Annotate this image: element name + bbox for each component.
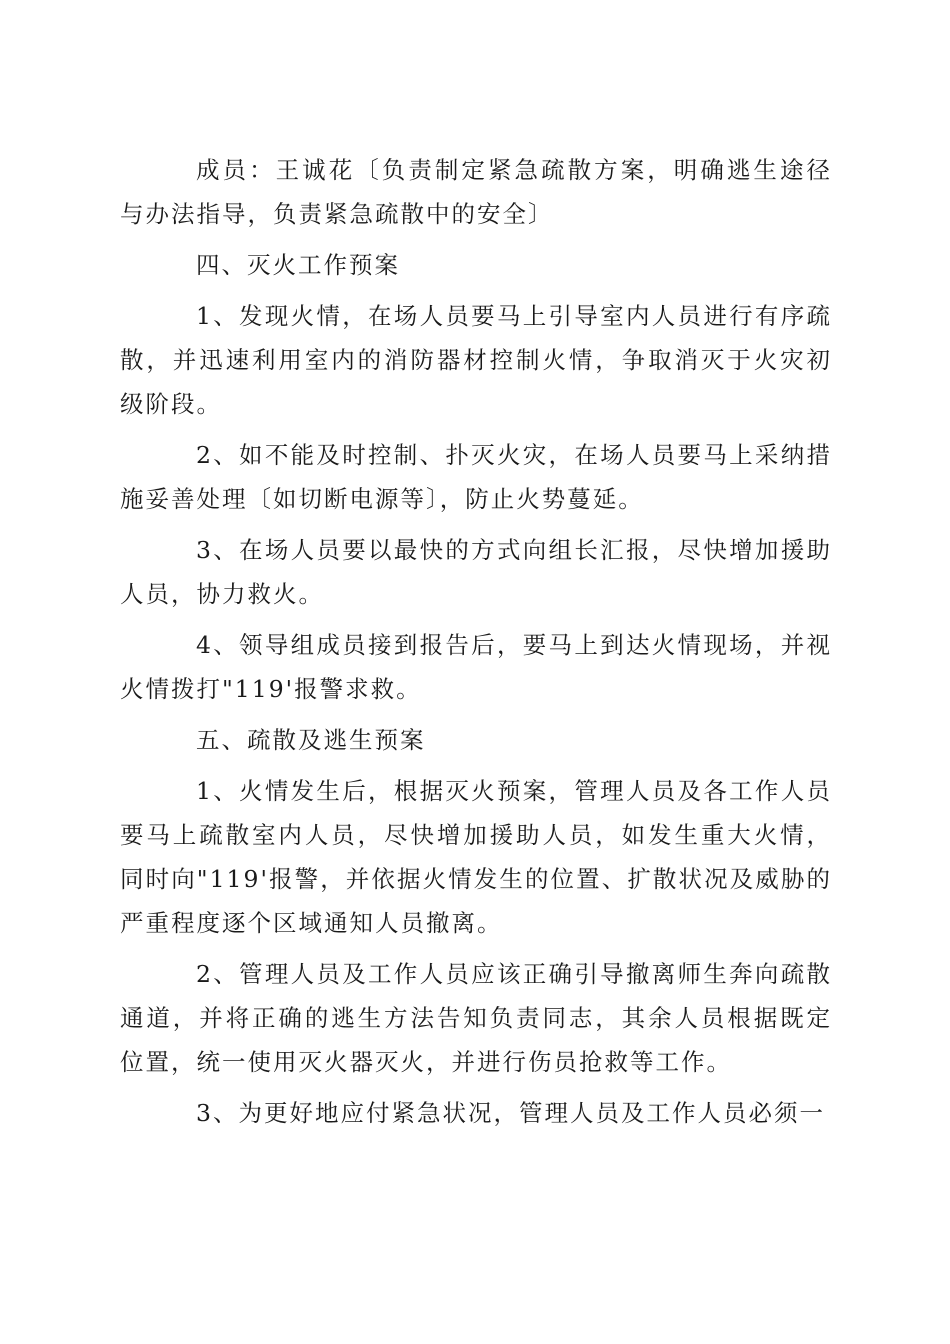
paragraph-firefighting-4: 4、领导组成员接到报告后，要马上到达火情现场，并视火情拨打"119'报警求救。: [120, 631, 832, 703]
paragraph-evacuation-2: 2、管理人员及工作人员应该正确引导撤离师生奔向疏散通道，并将正确的逃生方法告知负责同志，其余人员根据既定位置，统一使用灭火器灭火，并进行伤员抢救等工作。: [120, 960, 832, 1076]
document-body: [120, 148, 832, 1142]
paragraph-firefighting-1: 1、发现火情，在场人员要马上引导室内人员进行有序疏散，并迅速利用室内的消防器材控制火情，争取消灭于火灾初级阶段。: [120, 302, 832, 418]
paragraph-evacuation-3: 3、为更好地应付紧急状况，管理人员及工作人员必须一: [196, 1099, 825, 1127]
section-heading-evacuation-plan: 五、疏散及逃生预案: [196, 726, 426, 754]
section-heading-firefighting-plan: 四、灭火工作预案: [196, 251, 400, 279]
paragraph-firefighting-3: 3、在场人员要以最快的方式向组长汇报，尽快增加援助人员，协力救火。: [120, 536, 832, 608]
paragraph-evacuation-1: 1、火情发生后，根据灭火预案，管理人员及各工作人员要马上疏散室内人员，尽快增加援助人员，如发生重大火情，同时向"119'报警，并依据火情发生的位置、扩散状况及威胁的严重程度逐个区域通知人员撤离。: [120, 777, 832, 937]
paragraph-members: 成员：王诚花〔负责制定紧急疏散方案，明确逃生途径与办法指导，负责紧急疏散中的安全〕: [120, 156, 832, 228]
paragraph-firefighting-2: 2、如不能及时控制、扑灭火灾，在场人员要马上采纳措施妥善处理〔如切断电源等〕，防止火势蔓延。: [120, 441, 832, 513]
